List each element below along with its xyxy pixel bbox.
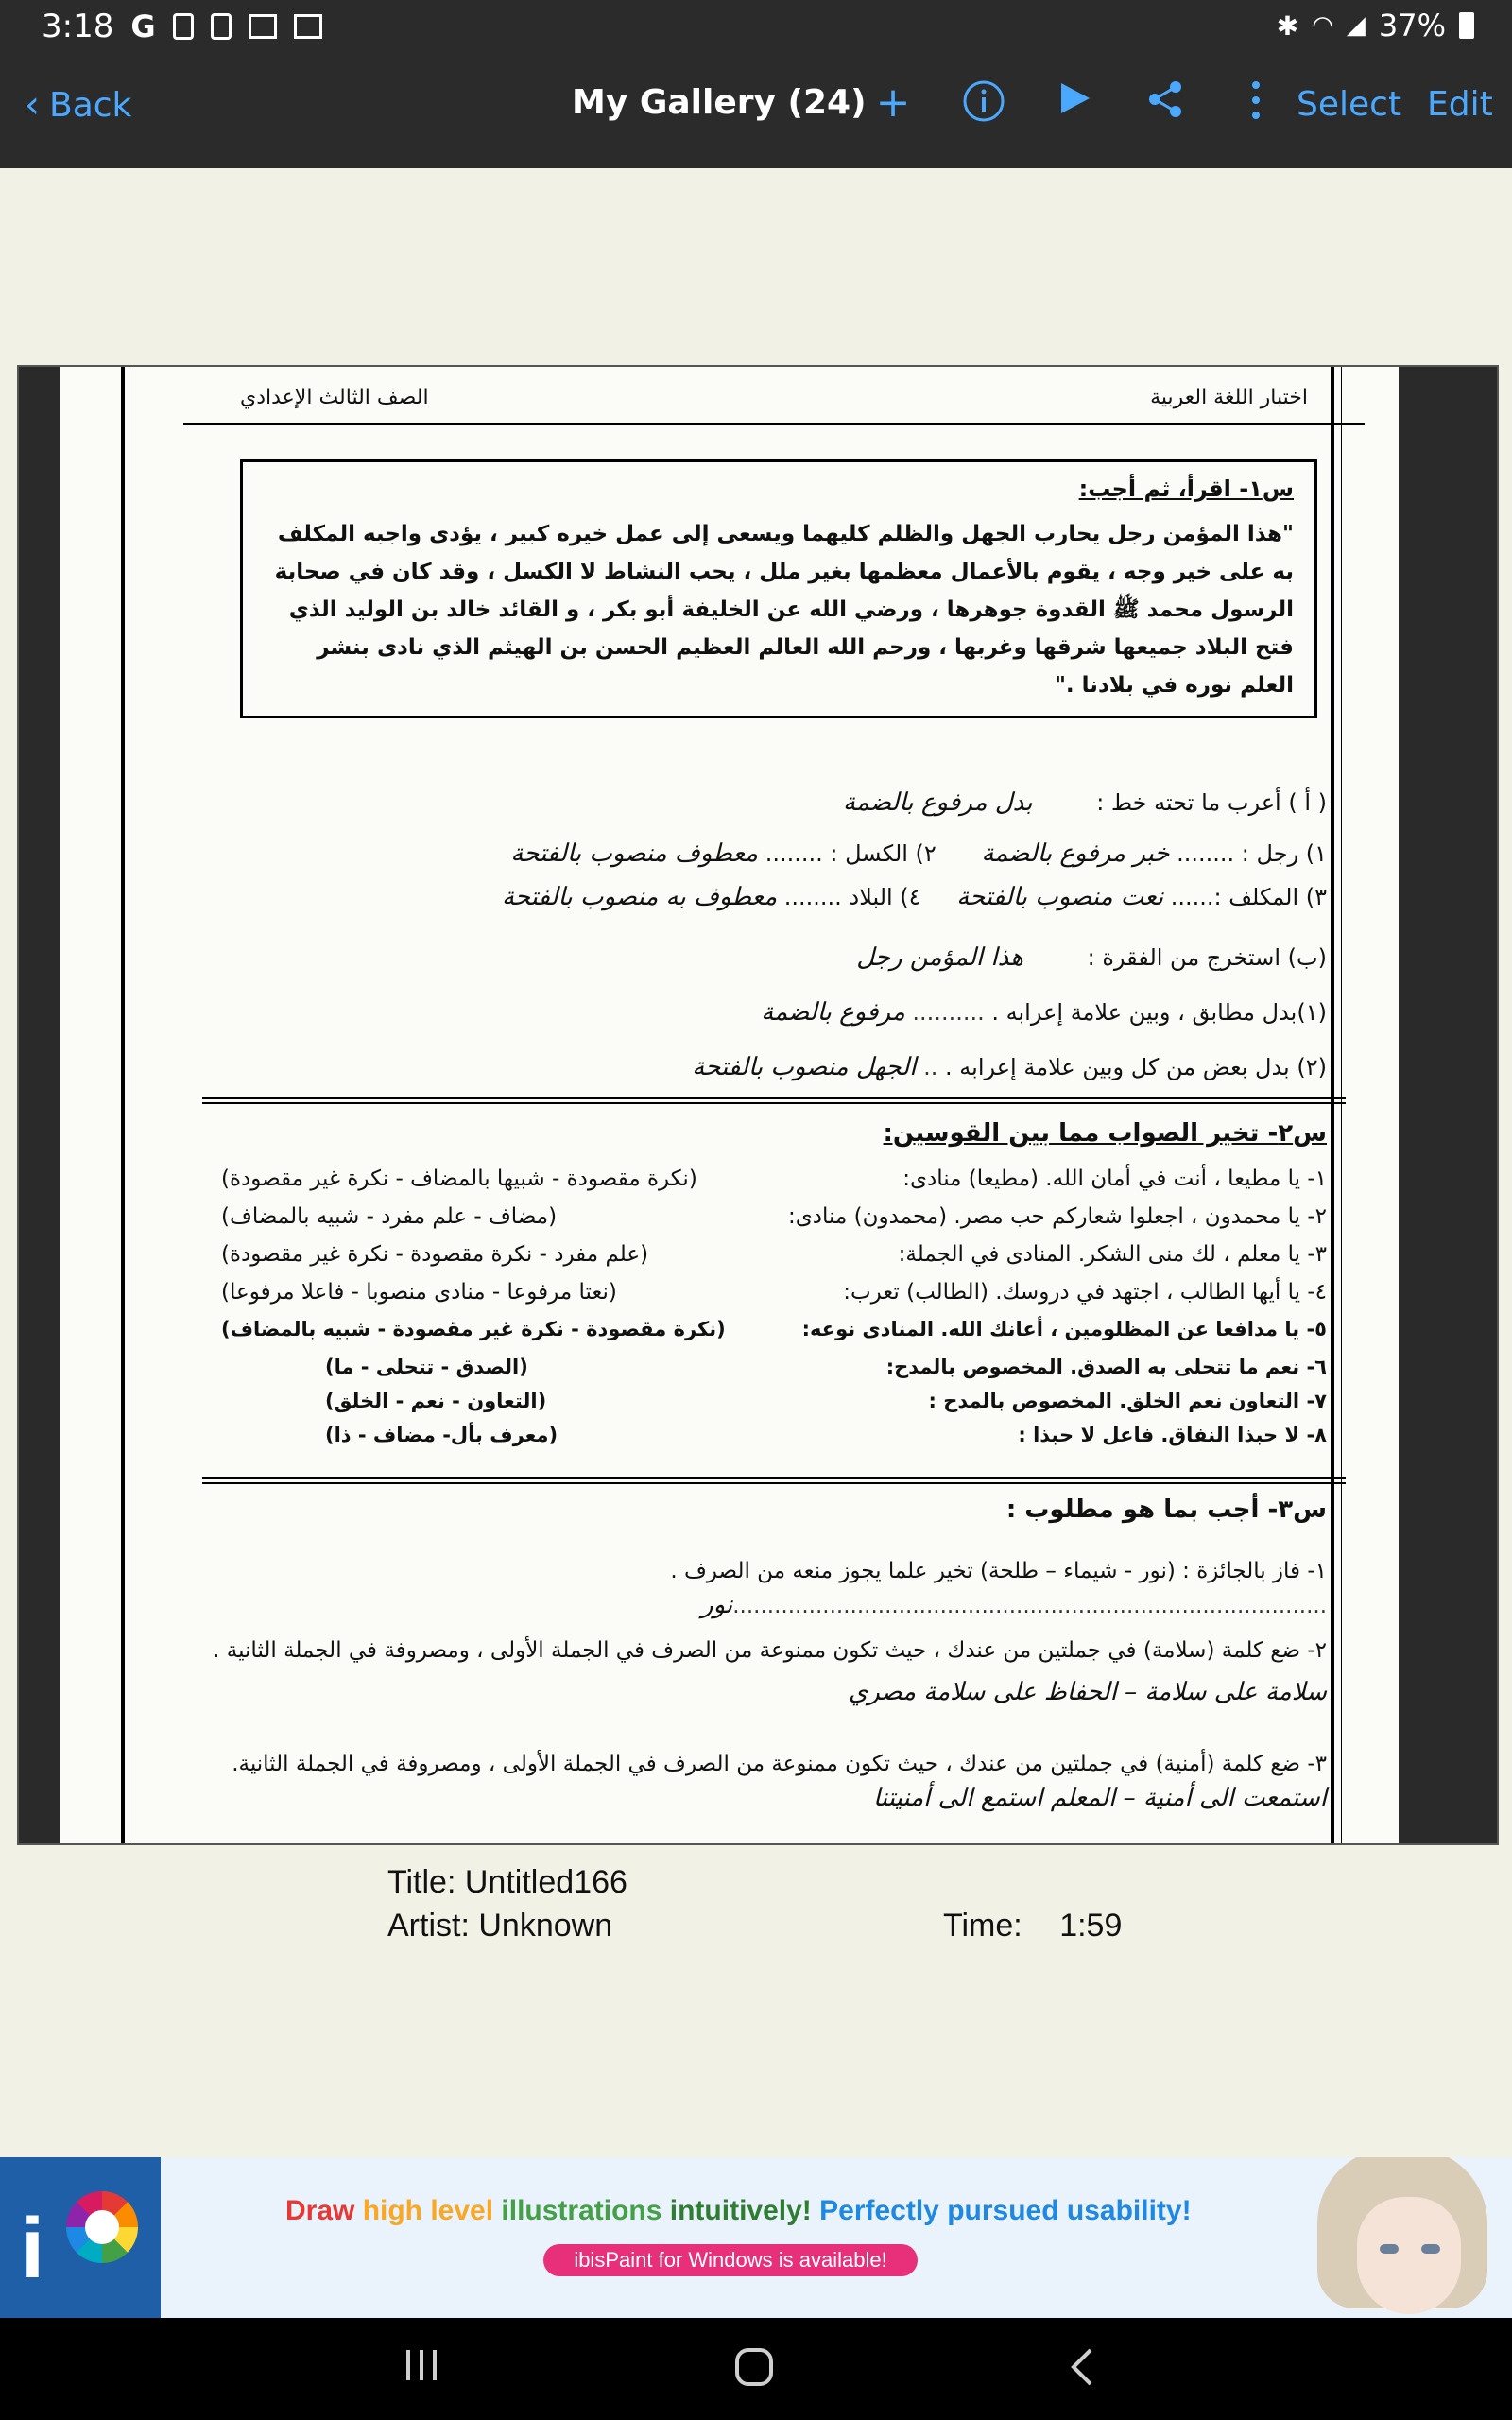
x-box-icon bbox=[294, 14, 322, 39]
ad-headline-part: Draw bbox=[285, 2195, 355, 2226]
q3-title: س٣- أجب بما هو مطلوب : bbox=[1005, 1495, 1327, 1524]
q1a-handwritten-note: بدل مرفوع بالضمة bbox=[843, 788, 1033, 817]
edit-button[interactable]: Edit bbox=[1427, 85, 1493, 124]
q1a3-answer: نعت منصوب بالفتحة bbox=[956, 883, 1164, 911]
q1b2-answer: الجهل منصوب بالفتحة bbox=[692, 1053, 917, 1081]
artwork-title-row bbox=[387, 1864, 627, 1901]
ad-headline-part: high level bbox=[354, 2195, 494, 2226]
q2-question: ٤- يا أيها الطالب ، اجتهد في دروسك. (الطالب) تعرب: bbox=[843, 1280, 1327, 1305]
q2-question: ١- يا مطيعا ، أنت في أمان الله. (مطيعا) منادى: bbox=[902, 1167, 1327, 1191]
ad-headline-part: intuitively! bbox=[662, 2195, 812, 2226]
q2-question: ٦- نعم ما تتحلى به الصدق. المخصوص بالمدح: bbox=[885, 1356, 1327, 1378]
q3-item-2 bbox=[212, 1634, 1327, 1709]
back-label: Back bbox=[49, 85, 132, 125]
q3-item-2-answer: سلامة على سلامة – الحفاظ على سلامة مصري bbox=[848, 1678, 1327, 1706]
q1a-label-text: ( أ ) أعرب ما تحته خط : bbox=[1096, 789, 1327, 816]
ad-headline-part: illustrations bbox=[493, 2195, 662, 2226]
q3-item-3 bbox=[212, 1747, 1327, 1815]
status-bar bbox=[0, 0, 1512, 55]
q2-question: ٥- يا مدافعا عن المظلومين ، أعانك الله. المنادى نوعه: bbox=[801, 1318, 1327, 1340]
q2-question: ٣- يا معلم ، لك منى الشكر. المنادى في الجملة: bbox=[898, 1242, 1327, 1267]
system-navigation-bar bbox=[0, 2318, 1512, 2420]
info-icon[interactable] bbox=[960, 79, 1007, 127]
section-divider bbox=[202, 1482, 1346, 1484]
ad-character-illustration bbox=[1304, 2157, 1512, 2318]
passage-box bbox=[240, 459, 1317, 718]
exam-document bbox=[174, 367, 1374, 1843]
title-value: Untitled166 bbox=[464, 1864, 627, 1900]
sim-icon bbox=[211, 13, 232, 40]
q2-row bbox=[221, 1204, 1327, 1236]
q3-item-1-text: ١- فاز بالجائزة : (نور - شيماء – طلحة) تخير علما يجوز منعه من الصرف . bbox=[670, 1559, 1327, 1583]
border-line bbox=[121, 367, 125, 1843]
ad-banner[interactable] bbox=[0, 2157, 1512, 2318]
chevron-left-icon: ‹ bbox=[25, 83, 40, 127]
q2-row bbox=[221, 1280, 1327, 1312]
q1a1-label: ١) رجل : ........ bbox=[1177, 840, 1327, 867]
q2-row bbox=[221, 1424, 1327, 1456]
ad-cta-pill[interactable]: ibisPaint for Windows is available! bbox=[543, 2244, 918, 2276]
section-divider bbox=[202, 1477, 1346, 1479]
signal-icon: ◢ bbox=[1346, 11, 1366, 40]
q3-item-3-text: ٣- ضع كلمة (أمنية) في جملتين من عندك ، حيث تكون ممنوعة من الصرف في الجملة الأولى ، ومصروفة في الجملة الثانية. bbox=[232, 1752, 1327, 1776]
q1a-label bbox=[843, 788, 1327, 817]
q2-question: ٢- يا محمدون ، اجعلوا شعاركم حب مصر. (محمدون) منادى: bbox=[788, 1204, 1327, 1229]
q1b-row-1: (١)بدل مطابق ، وبين علامة إعرابه . .......... مرفوع بالضمة bbox=[761, 998, 1327, 1027]
artwork-artist-row bbox=[387, 1908, 612, 1945]
title-label: Title: bbox=[387, 1864, 456, 1900]
time-value: 1:59 bbox=[1059, 1908, 1123, 1944]
passage-text: "هذا المؤمن رجل يحارب الجهل والظلم كليهما ويسعى إلى عمل خيره كبير ، يؤدى واجبه المكلف به على خير وجه ، يقوم بالأعمال معظمها بغير ملل ، يحب النشاط لا الكسل ، وقد كان في صحابة الرسول محمد ﷺ القدوة جوهرها ، ورضي الله عن الخليفة أبو بكر ، و القائد خالد بن الوليد الذي فتح البلاد جميعها شرقها وغربها ، ورحم الله العالم العظيم الحسن بن الهيثم الذي نادى بنشر العلم نوره في بلادنا ." bbox=[274, 522, 1294, 698]
recents-icon[interactable] bbox=[403, 2346, 440, 2394]
q3-item-3-answer: استمعت الى أمنية – المعلم استمع الى أمنيتنا bbox=[872, 1784, 1327, 1812]
back-button[interactable] bbox=[25, 83, 131, 127]
q3-item-1: ١- فاز بالجائزة : (نور - شيماء – طلحة) تخير علما يجوز منعه من الصرف . ......................................................................................نور bbox=[212, 1554, 1327, 1623]
battery-text: 37% bbox=[1378, 8, 1446, 43]
q2-options: (نعتا مرفوعا - منادى منصوبا - فاعلا مرفوعا) bbox=[221, 1280, 617, 1305]
share-icon[interactable] bbox=[1142, 79, 1189, 127]
q2-options: (نكرة مقصودة - شبيها بالمضاف - نكرة غير مقصودة) bbox=[221, 1167, 697, 1191]
select-button[interactable]: Select bbox=[1297, 85, 1402, 124]
exam-subject: اختبار اللغة العربية bbox=[1150, 386, 1308, 409]
bluetooth-icon: ✱ bbox=[1276, 9, 1299, 42]
q3-item-1-answer: نور bbox=[701, 1591, 733, 1619]
image-icon bbox=[249, 14, 277, 39]
q2-row bbox=[221, 1318, 1327, 1350]
q1a2-answer: معطوف منصوب بالفتحة bbox=[510, 839, 759, 868]
q2-options: (معرف بأل- مضاف - ذا) bbox=[325, 1424, 558, 1446]
q2-question: ٧- التعاون نعم الخلق. المخصوص بالمدح : bbox=[928, 1390, 1327, 1412]
more-icon[interactable] bbox=[1232, 79, 1280, 127]
q2-options: (التعاون - نعم - الخلق) bbox=[325, 1390, 547, 1412]
q1-title: س١- اقرأ، ثم أجب: bbox=[1078, 475, 1294, 502]
artwork-time-row bbox=[943, 1908, 1122, 1945]
q1a-row-1 bbox=[221, 839, 1327, 868]
q2-options: (علم مفرد - نكرة مقصودة - نكرة غير مقصودة) bbox=[221, 1242, 649, 1267]
back-icon[interactable] bbox=[1068, 2346, 1096, 2398]
google-icon: G bbox=[130, 9, 156, 44]
q1b2-label: (٢) بدل بعض من كل وبين علامة إعرابه . bbox=[945, 1054, 1327, 1080]
q1a4-answer: معطوف به منصوب بالفتحة bbox=[501, 883, 778, 911]
q1a2-label: ٢) الكسل : ........ bbox=[765, 840, 936, 867]
home-icon[interactable] bbox=[733, 2346, 775, 2398]
artwork-preview[interactable] bbox=[17, 365, 1499, 1845]
q2-question: ٨- لا حبذا النفاق. فاعل لا حبذا : bbox=[1018, 1424, 1327, 1446]
artist-label: Artist: bbox=[387, 1908, 470, 1944]
page-title: My Gallery (24) bbox=[572, 83, 867, 122]
q1b-label-text: (ب) استخرج من الفقرة : bbox=[1087, 944, 1327, 971]
q3-item-2-text: ٢- ضع كلمة (سلامة) في جملتين من عندك ، حيث تكون ممنوعة من الصرف في الجملة الأولى ، ومصروفة في الجملة الثانية . bbox=[213, 1638, 1327, 1663]
q2-row bbox=[221, 1242, 1327, 1274]
header-divider bbox=[183, 424, 1365, 425]
q2-options: (الصدق - تتحلى - ما) bbox=[325, 1356, 528, 1378]
exam-paper bbox=[60, 367, 1399, 1843]
exam-grade: الصف الثالث الإعدادي bbox=[240, 386, 429, 409]
q2-options: (مضاف - علم مفرد - شبيه بالمضاف) bbox=[221, 1204, 558, 1229]
app-toolbar bbox=[0, 55, 1512, 168]
battery-icon bbox=[1459, 12, 1474, 39]
q1a4-label: ٤) البلاد ........ bbox=[783, 884, 921, 910]
q2-row bbox=[221, 1167, 1327, 1199]
ad-headline-part: Perfectly pursued usability! bbox=[811, 2195, 1192, 2226]
q1b1-answer: مرفوع بالضمة bbox=[761, 998, 905, 1027]
artwork-dark-edge bbox=[19, 367, 60, 1843]
q1b-handwritten-note: هذا المؤمن رجل bbox=[856, 943, 1023, 972]
q1b-row-2: (٢) بدل بعض من كل وبين علامة إعرابه . .. الجهل منصوب بالفتحة bbox=[692, 1053, 1327, 1081]
ibispaint-logo bbox=[0, 2157, 161, 2318]
status-time: 3:18 bbox=[42, 8, 114, 45]
ibispaint-logo-letter: i bbox=[21, 2202, 45, 2296]
plus-icon[interactable]: + bbox=[875, 78, 911, 127]
q1b-label bbox=[856, 943, 1327, 972]
q2-options: (نكرة مقصودة - نكرة غير مقصودة - شبيه بالمضاف) bbox=[221, 1318, 726, 1340]
q2-title: س٢- تخير الصواب مما بين القوسين: bbox=[883, 1119, 1327, 1148]
section-divider bbox=[202, 1097, 1346, 1099]
q2-row bbox=[221, 1356, 1327, 1388]
time-label: Time: bbox=[943, 1908, 1022, 1944]
q2-row bbox=[221, 1390, 1327, 1422]
color-wheel-icon bbox=[66, 2191, 138, 2263]
section-divider bbox=[202, 1102, 1346, 1104]
q1a3-label: ٣) المكلف :...... bbox=[1170, 884, 1327, 910]
sim-icon bbox=[173, 13, 194, 40]
q1b1-label: (١)بدل مطابق ، وبين علامة إعرابه . bbox=[991, 999, 1327, 1026]
ad-headline bbox=[285, 2195, 1192, 2227]
q1a1-answer: خبر مرفوع بالضمة bbox=[981, 839, 1170, 868]
artist-value: Unknown bbox=[478, 1908, 613, 1944]
play-icon[interactable] bbox=[1051, 79, 1098, 127]
artwork-dark-edge bbox=[1399, 367, 1497, 1843]
wifi-icon: ◠ bbox=[1312, 11, 1333, 40]
q1a-row-2 bbox=[221, 883, 1327, 911]
